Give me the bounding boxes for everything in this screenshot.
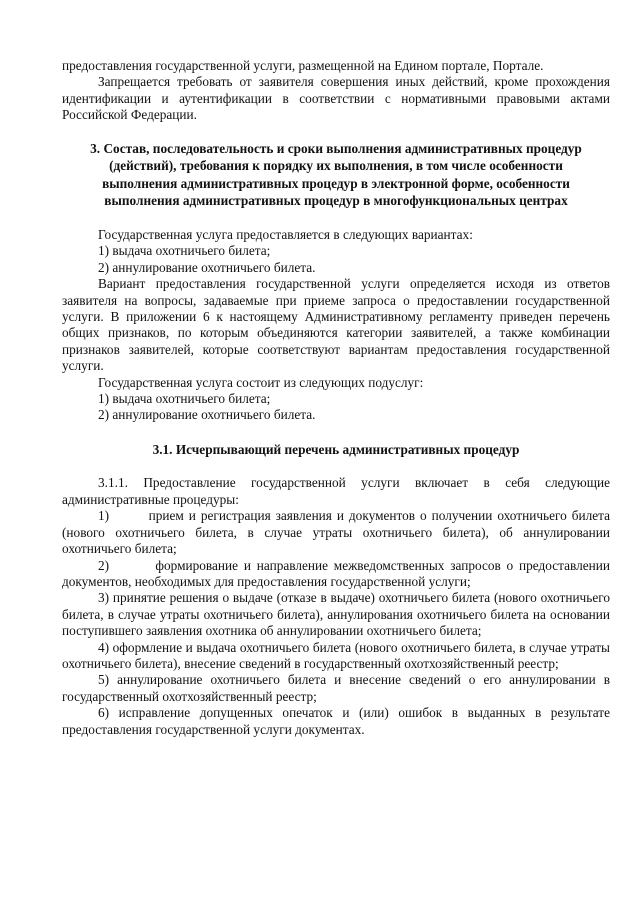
section-3-1-heading: 3.1. Исчерпывающий перечень административных процедур <box>152 441 520 457</box>
list-item: 3) принятие решения о выдаче (отказе в выдаче) охотничьего билета (нового охотничьего билета, в случае утраты охотничьего билета), аннулирования охотничьего билета на основании поступившего заявления охотника об аннулировании охотничьего билета; <box>62 590 610 639</box>
paragraph: Государственная услуга состоит из следующих подуслуг: <box>98 374 424 390</box>
list-item: 2) формирование и направление межведомственных запросов о предоставлении документов, необходимых для предоставления государственной услуги; <box>62 557 614 589</box>
list-item: 5) аннулирование охотничьего билета и внесение сведений о его аннулировании в государственный охотхозяйственный реестр; <box>62 672 610 704</box>
list-item: 6) исправление допущенных опечаток и (или) ошибок в выданных в результате предоставления государственной услуги документах. <box>62 705 610 737</box>
document-page <box>62 58 614 738</box>
paragraph: Вариант предоставления государственной услуги определяется исходя из ответов заявителя на вопросы, задаваемые при приеме запроса о предоставлении государственной услуги. В приложении 6 к настоящему Административному регламенту приведен перечень общих признаков, по которым объединяются категории заявителей, а также комбинации признаков заявителей, которые соответствуют вариантам предоставления государственной услуги. <box>62 276 610 374</box>
list-item: 1) выдача охотничьего билета; <box>98 243 271 259</box>
list-item: 2) аннулирование охотничьего билета. <box>98 407 316 423</box>
list-item: 1) прием и регистрация заявления и документов о получении охотничьего билета (нового охотничьего билета, в случае утраты охотничьего билета), об аннулировании охотничьего билета; <box>62 508 614 557</box>
paragraph: предоставления государственной услуги, размещенной на Едином портале, Портале. <box>62 58 544 73</box>
paragraph: Государственная услуга предоставляется в следующих вариантах: <box>98 227 473 242</box>
list-item: 4) оформление и выдача охотничьего билета (нового охотничьего билета, в случае утраты охотничьего билета), внесение сведений в государственный охотхозяйственный реестр; <box>62 639 610 671</box>
paragraph: 3.1.1. Предоставление государственной услуги включает в себя следующие административные процедуры: <box>62 475 610 507</box>
list-item: 1) выдача охотничьего билета; <box>98 391 271 407</box>
section-3-heading: 3. Состав, последовательность и сроки выполнения административных процедур (действий), требования к порядку их выполнения, в том числе особенности выполнения административных процедур в электронной форме, особенности выполнения административных процедур в многофункциональных центрах <box>90 140 582 209</box>
paragraph: Запрещается требовать от заявителя совершения иных действий, кроме прохождения идентификации и аутентификации в соответствии с нормативными правовыми актами Российской Федерации. <box>62 74 610 123</box>
list-item: 2) аннулирование охотничьего билета. <box>98 259 316 275</box>
